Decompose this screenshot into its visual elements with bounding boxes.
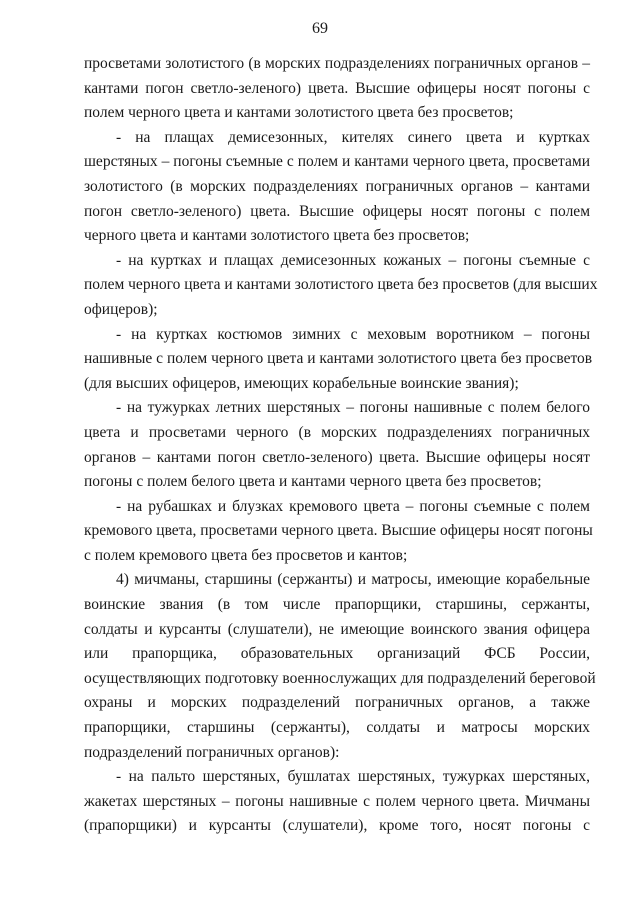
text-line: - на пальто шерстяных, бушлатах шерстяных, тужурках шерстяных, [116, 768, 590, 786]
text-line: - на рубашках и блузках кремового цвета – погоны съемные с полем [116, 497, 590, 515]
text-line: охраны и морских подразделений пограничных органов, а также [84, 694, 590, 712]
text-line: офицеров); [84, 300, 158, 318]
text-line: кремового цвета, просветами черного цвета. Высшие офицеры носят погоны [84, 522, 593, 540]
text-line: золотистого (в морских подразделениях пограничных органов – кантами [84, 177, 590, 195]
text-line: - на куртках костюмов зимних с меховым воротником – погоны [116, 325, 590, 343]
text-line: или прапорщика, образовательных организаций ФСБ России, [84, 645, 590, 663]
text-line: солдаты и курсанты (слушатели), не имеющие воинского звания офицера [84, 620, 590, 638]
text-line: жакетах шерстяных – погоны нашивные с полем черного цвета. Мичманы [84, 792, 590, 810]
text-line: с полем кремового цвета без просветов и кантов; [84, 546, 408, 564]
text-line: - на плащах демисезонных, кителях синего цвета и куртках [116, 128, 590, 146]
text-line: воинские звания (в том числе прапорщики, старшины, сержанты, [84, 596, 590, 614]
text-line: - на куртках и плащах демисезонных кожаных – погоны съемные с [116, 251, 590, 269]
document-body [84, 52, 598, 839]
text-line: (прапорщики) и курсанты (слушатели), кроме того, носят погоны с [84, 817, 590, 835]
text-line: погон светло-зеленого) цвета. Высшие офицеры носят погоны с полем [84, 202, 590, 220]
text-line: черного цвета и кантами золотистого цвета без просветов; [84, 227, 470, 245]
text-line: - на тужурках летних шерстяных – погоны нашивные с полем белого [116, 399, 590, 417]
text-line: органов – кантами погон светло-зеленого) цвета. Высшие офицеры носят [84, 448, 590, 466]
text-line: погоны с полем белого цвета и кантами черного цвета без просветов; [84, 473, 542, 491]
text-line: шерстяных – погоны съемные с полем и кантами черного цвета, просветами [84, 153, 590, 171]
text-line: (для высших офицеров, имеющих корабельные воинские звания); [84, 374, 519, 392]
text-line: кантами погон светло-зеленого) цвета. Высшие офицеры носят погоны с [84, 79, 590, 97]
text-line: нашивные с полем черного цвета и кантами золотистого цвета без просветов [84, 350, 593, 368]
text-line: прапорщики, старшины (сержанты), солдаты и матросы морских [84, 719, 590, 737]
page-number: 69 [312, 20, 328, 37]
text-line: подразделений пограничных органов): [84, 743, 340, 761]
text-line: просветами золотистого (в морских подразделениях пограничных органов – [84, 55, 590, 72]
text-line: 4) мичманы, старшины (сержанты) и матросы, имеющие корабельные [116, 571, 590, 589]
text-line: полем черного цвета и кантами золотистого цвета без просветов (для высших [84, 276, 598, 294]
text-line: полем черного цвета и кантами золотистого цвета без просветов; [84, 104, 514, 122]
text-line: осуществляющих подготовку военнослужащих для подразделений береговой [84, 669, 596, 687]
text-line: цвета и просветами черного (в морских подразделениях пограничных [84, 423, 590, 441]
